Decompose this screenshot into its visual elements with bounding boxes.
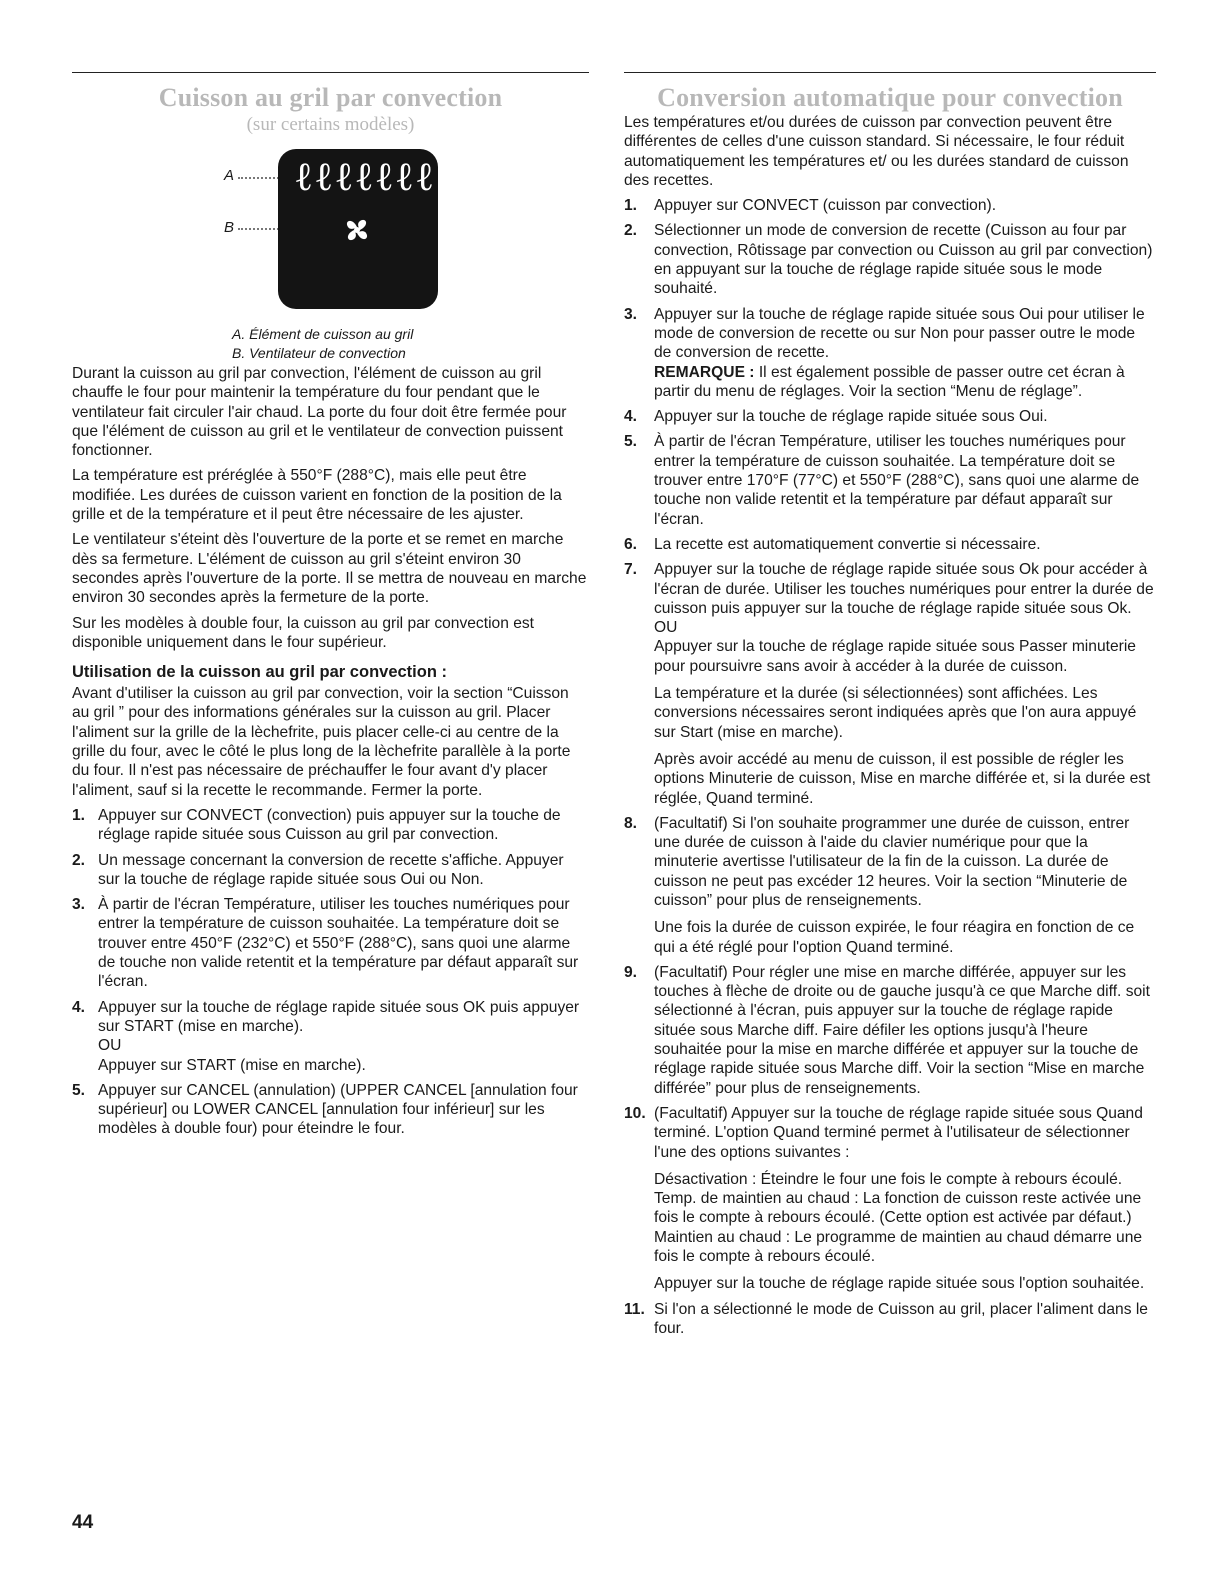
list-item: [72, 998, 589, 1075]
step-text: (Facultatif) Appuyer sur la touche de réglage rapide située sous Quand terminé. L'option Quand terminé permet à l'utilisateur de sélectionner l'une des options suivantes :: [654, 1104, 1143, 1161]
paragraph: Le ventilateur s'éteint dès l'ouverture de la porte et se remet en marche dès sa fermeture. L'élément de cuisson au gril s'éteint environ 30 secondes après l'ouverture de la porte. Il se mettra de nouveau en marche environ 30 secondes après la fermeture de la porte.: [72, 531, 587, 607]
steps-list: [72, 806, 589, 1139]
step-number: 5.: [72, 1081, 86, 1099]
oven-figure: [72, 139, 589, 364]
paragraph: Sur les modèles à double four, la cuisson au gril par convection est disponible uniquement dans le four supérieur.: [72, 614, 535, 651]
list-item: [624, 407, 1156, 426]
figure-caption-b: B. Ventilateur de convection: [232, 345, 406, 361]
section-rule: [72, 72, 589, 73]
convection-fan-icon: [340, 213, 374, 247]
step-number: 1.: [624, 197, 638, 215]
step-text: (Facultatif) Pour régler une mise en marche différée, appuyer sur les touches à flèche de droite ou de gauche jusqu'à ce que Marche diff. soit sélectionné à l'écran, puis appuyer sur la touche de réglage rapide située sous Marche diff. Faire défiler les options jusqu'à l'heure souhaitée pour la mise en marche différée et appuyer sur la touche de réglage rapide située sous Marche diff. Voir la section “Mise en marche différée” pour plus de renseignements.: [654, 963, 1150, 1097]
section-title: Cuisson au gril par convection: [158, 83, 503, 112]
list-item: [624, 432, 1156, 528]
list-item: [624, 1300, 1156, 1339]
list-item: [72, 851, 589, 890]
broil-element-icon: ℓℓℓℓℓℓℓ: [294, 154, 436, 199]
option-text: Désactivation : Éteindre le four une fois le compte à rebours écoulé.: [654, 1170, 1123, 1188]
figure-label-a: A: [224, 167, 235, 184]
left-column: [72, 72, 589, 1145]
list-item: [624, 814, 1156, 957]
step-text: Appuyer sur la touche de réglage rapide située sous Oui.: [654, 408, 1048, 426]
list-item: [72, 806, 589, 845]
step-text: Appuyer sur CANCEL (annulation) (UPPER CANCEL [annulation four supérieur] ou LOWER CANCEL [annulation four inférieur] sur les modèles à double four) pour éteindre le four.: [98, 1081, 578, 1138]
step-text: La recette est automatiquement convertie si nécessaire.: [654, 535, 1041, 553]
list-item: [624, 963, 1156, 1098]
oven-display-panel: [278, 149, 438, 309]
step-number: 4.: [72, 998, 86, 1016]
step-extra-text: Une fois la durée de cuisson expirée, le four réagira en fonction de ce qui a été réglé pour l'option Quand terminé.: [654, 919, 1135, 956]
list-item: [624, 196, 1156, 215]
step-alt-text: Appuyer sur START (mise en marche).: [98, 1056, 366, 1074]
paragraph: La température est préréglée à 550°F (288°C), mais elle peut être modifiée. Les durées de cuisson varient en fonction de la position de la grille et de la température et il peut être nécessaire de les ajuster.: [72, 467, 562, 524]
step-number: 6.: [624, 535, 638, 553]
step-number: 5.: [624, 433, 638, 451]
step-number: 10.: [624, 1104, 646, 1122]
step-extra-text: La température et la durée (si sélectionnées) sont affichées. Les conversions nécessaires seront indiquées après que l'on aura appuyé sur Start (mise en marche).: [654, 685, 1137, 741]
subheading: Utilisation de la cuisson au gril par convection :: [72, 663, 447, 682]
step-number: 11.: [624, 1300, 645, 1318]
steps-list: [624, 196, 1156, 1338]
option-text: Maintien au chaud : Le programme de maintien au chaud démarre une fois le compte à rebours écoulé.: [654, 1228, 1143, 1266]
step-extra-text: Appuyer sur la touche de réglage rapide située sous l'option souhaitée.: [654, 1275, 1145, 1293]
note-text: Il est également possible de passer outre cet écran à partir du menu de réglages. Voir la section “Menu de réglage”.: [654, 363, 1125, 400]
step-text: (Facultatif) Si l'on souhaite programmer une durée de cuisson, entrer une durée de cuisson à l'aide du clavier numérique pour que la minuterie avertisse l'utilisateur de la fin de la cuisson. La durée de cuisson ne peut pas excéder 12 heures. Voir la section “Minuterie de cuisson” pour plus de renseignements.: [654, 814, 1130, 909]
step-text: Appuyer sur la touche de réglage rapide située sous Ok pour accéder à l'écran de durée. Utiliser les touches numériques pour entrer la durée de cuisson puis appuyer sur la touche de réglage rapide située sous Ok.: [654, 561, 1154, 617]
step-number: 9.: [624, 963, 638, 981]
step-extra-text: Après avoir accédé au menu de cuisson, il est possible de régler les options Minuterie de cuisson, Mise en marche différée et, si la durée est réglée, Quand terminé.: [654, 750, 1151, 807]
step-text: Appuyer sur CONVECT (cuisson par convection).: [654, 197, 997, 215]
list-item: [624, 305, 1156, 401]
list-item: [624, 1104, 1156, 1294]
figure-label-b: B: [224, 219, 235, 236]
step-text: À partir de l'écran Température, utiliser les touches numériques pour entrer la température de cuisson souhaitée. La température doit se trouver entre 450°F (232°C) et 550°F (288°C), sans quoi une alarme de touche non valide retentit et la température par défaut apparaît sur l'écran.: [98, 896, 579, 991]
step-number: 3.: [72, 896, 86, 914]
page-number: 44: [72, 1512, 94, 1533]
note-label: REMARQUE :: [654, 363, 755, 381]
list-item: [624, 560, 1156, 808]
step-text: Si l'on a sélectionné le mode de Cuisson au gril, placer l'aliment dans le four.: [654, 1300, 1148, 1337]
step-text: Appuyer sur CONVECT (convection) puis appuyer sur la touche de réglage rapide située sous Cuisson au gril par convection.: [98, 806, 561, 844]
step-or: OU: [654, 619, 678, 637]
intro-paragraph: Les températures et/ou durées de cuisson par convection peuvent être différentes de celles d'une cuisson standard. Si nécessaire, le four réduit automatiquement les températures et/ ou les durées standard de cuisson des recettes.: [624, 114, 1129, 189]
list-item: [72, 1081, 589, 1139]
step-number: 2.: [624, 222, 638, 240]
step-text: Appuyer sur la touche de réglage rapide située sous OK puis appuyer sur START (mise en marche).: [98, 998, 580, 1035]
step-text: Appuyer sur la touche de réglage rapide située sous Oui pour utiliser le mode de conversion de recette ou sur Non pour passer outre le mode de conversion de recette.: [654, 305, 1145, 362]
step-alt-text: Appuyer sur la touche de réglage rapide située sous Passer minuterie pour poursuivre sans avoir à accéder à la durée de cuisson.: [654, 638, 1136, 675]
step-number: 8.: [624, 814, 638, 832]
step-number: 7.: [624, 561, 638, 579]
step-text: À partir de l'écran Température, utiliser les touches numériques pour entrer la température de cuisson souhaitée. La température doit se trouver entre 170°F (77°C) et 550°F (288°C), sans quoi une alarme de touche non valide retentit et la température par défaut apparaît sur l'écran.: [654, 433, 1140, 528]
list-item: [624, 221, 1156, 298]
step-note: [654, 363, 1156, 402]
right-column: [624, 72, 1156, 1344]
list-item: [72, 895, 589, 991]
step-or: OU: [98, 1037, 122, 1055]
option-text: Temp. de maintien au chaud : La fonction de cuisson reste activée une fois le compte à rebours écoulé. (Cette option est activée par défaut.): [654, 1190, 1142, 1227]
step-number: 3.: [624, 305, 638, 323]
list-item: [624, 535, 1156, 554]
step-number: 1.: [72, 806, 86, 824]
section-subtitle: (sur certains modèles): [246, 114, 415, 135]
figure-caption-a: A. Élément de cuisson au gril: [232, 326, 414, 342]
section-title: Conversion automatique pour convection: [657, 83, 1123, 112]
step-text: Un message concernant la conversion de recette s'affiche. Appuyer sur la touche de réglage rapide située sous Oui ou Non.: [98, 851, 564, 888]
section-rule: [624, 72, 1156, 73]
step-text: Sélectionner un mode de conversion de recette (Cuisson au four par convection, Rôtissage par convection ou Cuisson au gril par convection) en appuyant sur la touche de réglage rapide située sous le mode souhaité.: [654, 222, 1153, 298]
paragraph: Durant la cuisson au gril par convection, l'élément de cuisson au gril chauffe le four pour maintenir la température du four pendant que le ventilateur fait circuler l'air chaud. La porte du four doit être fermée pour que l'élément de cuisson au gril et le ventilateur de convection puissent fonctionner.: [72, 365, 567, 460]
step-number: 2.: [72, 851, 86, 869]
intro-paragraph: Avant d'utiliser la cuisson au gril par convection, voir la section “Cuisson au gril ” pour des informations générales sur la cuisson au gril. Placer l'aliment sur la grille de la lèchefrite, puis placer celle-ci au centre de la grille du four, avec le côté le plus long de la lèchefrite parallèle à la porte du four. Il n'est pas nécessaire de préchauffer le four avant d'y placer l'aliment, sauf si la recette le recommande. Fermer la porte.: [72, 685, 571, 799]
step-number: 4.: [624, 408, 638, 426]
